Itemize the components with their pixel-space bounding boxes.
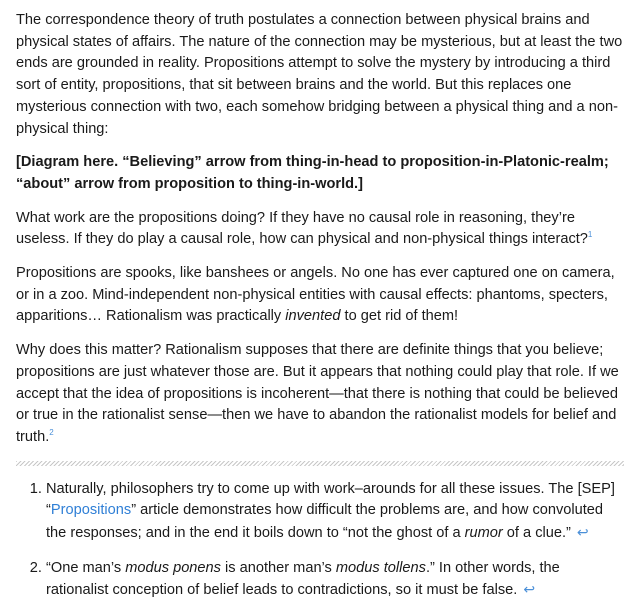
emphasis-modus-ponens: modus ponens xyxy=(125,559,221,576)
paragraph-text: What work are the propositions doing? If they have no causal role in reasoning, they’re useless. If they do play a causal role, how can physical and non-physical things interact? xyxy=(16,209,588,248)
paragraph-spooks xyxy=(16,263,624,328)
footnote-text: Naturally, philosophers try to come up with work–arounds for all these issues. The [SEP] “ xyxy=(46,480,615,519)
footnote-text: is another man’s xyxy=(220,559,336,576)
footnote-text: of a clue.” xyxy=(502,525,571,542)
footnote-2 xyxy=(46,558,624,602)
footnote-ref-2-link[interactable]: 2 xyxy=(49,428,54,438)
footnote-text: .” In other words, the rationalist conception of belief leads to contradictions, so it must be false. xyxy=(46,559,560,599)
propositions-link[interactable]: Propositions xyxy=(50,502,132,519)
paragraph-text: Propositions are spooks, like banshees or angels. No one has ever captured one on camera, or in a zoo. Mind-independent non-physical entities with causal effects: phantoms, specters, apparitions… Rationalism was practically xyxy=(16,265,615,325)
paragraph-text: Why does this matter? Rationalism supposes that there are definite things that you believe; propositions are just whatever those are. But it appears that nothing could play that role. If we accept that the idea of propositions is incoherent—that there is nothing that could be believed or true in the rationalist sense—then we have to abandon the rationalist models for belief and truth. xyxy=(16,342,619,445)
footnote-2-backref-icon[interactable]: ↩ xyxy=(523,581,536,598)
footnote-text: ” article demonstrates how difficult the problems are, and how convoluted the responses; and in the end it boils down to “not the ghost of a xyxy=(46,502,604,542)
paragraph-correspondence: The correspondence theory of truth postulates a connection between physical brains and physical states of affairs. The nature of the connection may be mysterious, but at least the two ends are grounded in reality. Propositions attempt to solve the mystery by introducing a third sort of entity, propositions, that sit between brains and the world. But this replaces one mysterious connection with two, each somehow bridging between a physical thing and a non-physical thing: xyxy=(16,12,623,137)
paragraph-text: to get rid of them! xyxy=(340,308,459,325)
diagram-placeholder: [Diagram here. “Believing” arrow from thing-in-head to proposition-in-Platonic-realm; “about” arrow from proposition to thing-in-world.] xyxy=(16,154,609,192)
emphasis-rumor: rumor xyxy=(464,525,503,542)
footnote-ref-1[interactable] xyxy=(588,230,592,239)
emphasis-invented: invented xyxy=(285,308,341,325)
footnote-text: “One man’s xyxy=(46,559,126,576)
footnote-1 xyxy=(46,479,624,545)
footnote-ref-1-link[interactable]: 1 xyxy=(587,230,593,240)
footnote-ref-2[interactable] xyxy=(49,428,53,437)
paragraph-why-matter xyxy=(16,340,624,449)
emphasis-modus-tollens: modus tollens xyxy=(335,559,426,576)
footnote-1-backref-icon[interactable]: ↩ xyxy=(576,524,589,541)
footnotes-list xyxy=(16,479,624,602)
paragraph-propositions-work xyxy=(16,208,624,251)
footnotes-divider xyxy=(16,461,624,466)
